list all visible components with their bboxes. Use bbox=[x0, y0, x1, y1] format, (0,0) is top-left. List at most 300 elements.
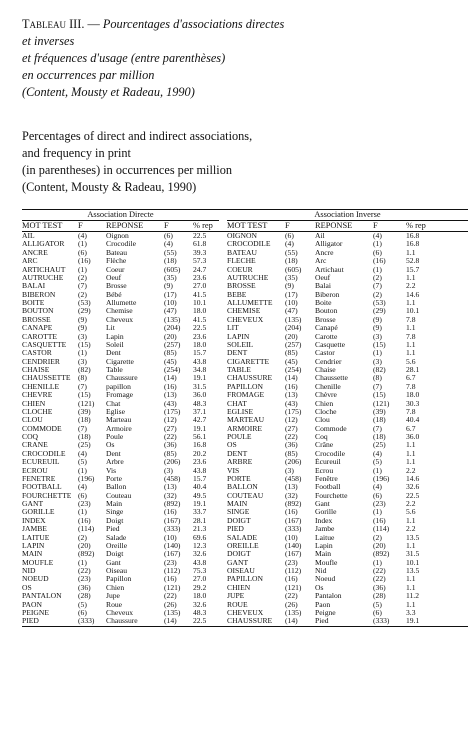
table-cell: (6) bbox=[78, 608, 87, 617]
table-cell: 1.1 bbox=[406, 516, 416, 525]
table-cell: Os bbox=[106, 441, 115, 450]
table-cell: (28) bbox=[373, 592, 386, 601]
table-cell: 33.7 bbox=[193, 508, 207, 517]
table-cell: 2.2 bbox=[406, 500, 416, 508]
table-cell: (85) bbox=[285, 349, 298, 358]
table-cell: COMMODE bbox=[22, 424, 62, 433]
table-cell: (16) bbox=[164, 508, 177, 517]
table-cell: (55) bbox=[164, 248, 177, 257]
table-cell: (27) bbox=[164, 424, 177, 433]
table-cell: Doigt bbox=[106, 516, 124, 525]
table-cell: (3) bbox=[373, 332, 382, 341]
table-cell: (27) bbox=[285, 424, 298, 433]
table-row bbox=[22, 266, 468, 274]
table-row bbox=[22, 400, 468, 408]
table-cell: Ecrou bbox=[315, 466, 334, 475]
table-cell: Roue bbox=[106, 600, 123, 609]
table-row bbox=[22, 517, 468, 525]
table-cell: POULE bbox=[227, 433, 252, 441]
table-cell: Singe bbox=[106, 508, 124, 517]
table-cell: (4) bbox=[373, 483, 382, 492]
table-cell: BROSSE bbox=[227, 282, 256, 291]
table-cell: Alligator bbox=[315, 240, 343, 249]
table-cell: LIT bbox=[227, 324, 239, 333]
table-cell: (16) bbox=[373, 516, 386, 525]
table-cell: Dent bbox=[106, 349, 121, 358]
table-cell: 1.1 bbox=[406, 458, 416, 467]
table-cell: (1) bbox=[373, 349, 382, 358]
table-cell: Poule bbox=[106, 433, 124, 441]
table-cell: CLOU bbox=[22, 416, 43, 425]
table-cell: Index bbox=[315, 516, 333, 525]
table-cell: (82) bbox=[78, 366, 91, 374]
table-cell: (25) bbox=[373, 441, 386, 450]
table-cell: Casquette bbox=[315, 340, 345, 349]
table-cell: 2.2 bbox=[406, 466, 416, 475]
table-cell: Chien bbox=[315, 399, 334, 408]
table-cell: (114) bbox=[78, 525, 95, 534]
table-cell: (47) bbox=[285, 307, 298, 316]
table-row bbox=[22, 617, 468, 626]
table-cell: Bateau bbox=[106, 248, 128, 257]
table-cell: Coq bbox=[315, 433, 328, 441]
table-cell: FOOTBALL bbox=[22, 483, 62, 492]
table-cell: 18.0 bbox=[193, 592, 207, 601]
table-cell: CHENILLE bbox=[22, 382, 60, 391]
table-cell: 40.4 bbox=[406, 416, 420, 425]
table-cell: 37.1 bbox=[193, 407, 207, 416]
table-cell: (6) bbox=[78, 248, 87, 257]
table-cell: (29) bbox=[78, 307, 91, 316]
table-cell: (2) bbox=[78, 273, 87, 282]
table-row bbox=[22, 492, 468, 500]
table-cell: Paon bbox=[315, 600, 331, 609]
table-cell: (121) bbox=[285, 583, 302, 592]
table-cell: (85) bbox=[285, 449, 298, 458]
table-cell: Couteau bbox=[106, 491, 132, 500]
table-cell: (9) bbox=[373, 315, 382, 324]
table-cell: 13.5 bbox=[406, 533, 420, 542]
table-cell: Vis bbox=[106, 466, 117, 475]
table-cell: (16) bbox=[78, 516, 91, 525]
table-row bbox=[22, 291, 468, 299]
table-row bbox=[22, 316, 468, 324]
table-cell: (22) bbox=[285, 433, 298, 441]
table-cell: 43.8 bbox=[193, 558, 207, 567]
table-cell: (26) bbox=[285, 600, 298, 609]
table-cell: 1.1 bbox=[406, 600, 416, 609]
table-cell: Moufle bbox=[315, 558, 338, 567]
table-cell: (333) bbox=[373, 617, 406, 626]
table-cell: 7.8 bbox=[406, 382, 416, 391]
table-cell: Main bbox=[106, 500, 123, 508]
table-cell: 40.4 bbox=[193, 483, 207, 492]
table-row bbox=[22, 550, 468, 558]
table-cell: CENDRIER bbox=[22, 357, 60, 366]
column-header: % rep bbox=[193, 221, 219, 232]
table-cell: (10) bbox=[285, 533, 298, 542]
table-cell: (4) bbox=[78, 449, 87, 458]
table-cell: (7) bbox=[373, 282, 382, 291]
table-cell: (1) bbox=[78, 265, 87, 274]
table-cell: 36.0 bbox=[193, 391, 207, 400]
table-cell: (26) bbox=[164, 600, 177, 609]
table-cell: (135) bbox=[164, 315, 181, 324]
table-cell: CANAPE bbox=[22, 324, 53, 333]
table-cell: (22) bbox=[285, 592, 298, 601]
column-header: MOT TEST bbox=[22, 221, 78, 232]
table-cell: (5) bbox=[373, 458, 382, 467]
table-cell: (892) bbox=[164, 500, 181, 508]
table-cell: (45) bbox=[164, 357, 177, 366]
table-row bbox=[22, 475, 468, 483]
table-cell: COUTEAU bbox=[227, 491, 264, 500]
table-cell: (167) bbox=[285, 550, 302, 559]
table-cell: 11.2 bbox=[406, 592, 420, 601]
caption-french-line-3: et fréquences d'usage (entre parenthèses) bbox=[22, 51, 226, 65]
table-cell: (175) bbox=[164, 407, 181, 416]
table-cell: (1) bbox=[373, 240, 382, 249]
table-cell: Oiseau bbox=[106, 567, 128, 575]
table-cell: OIGNON bbox=[227, 231, 257, 240]
table-row bbox=[22, 257, 468, 265]
table-cell: (6) bbox=[373, 491, 382, 500]
table-cell: 6.7 bbox=[406, 424, 416, 433]
table-cell: Cheveux bbox=[106, 608, 133, 617]
column-header: MOT TEST bbox=[227, 221, 285, 232]
table-row bbox=[22, 525, 468, 533]
table-cell: Lit bbox=[106, 324, 115, 333]
table-cell: (20) bbox=[285, 332, 298, 341]
table-cell: 31.5 bbox=[406, 550, 420, 559]
table-cell: (7) bbox=[78, 282, 87, 291]
table-cell: 36.0 bbox=[406, 433, 420, 441]
table-cell: Oeuf bbox=[106, 273, 122, 282]
table-cell: (25) bbox=[78, 441, 91, 450]
table-row bbox=[22, 324, 468, 332]
caption-french-line-2: et inverses bbox=[22, 34, 75, 48]
table-cell: NID bbox=[22, 567, 36, 575]
table-cell: (8) bbox=[78, 374, 87, 383]
table-cell: Lapin bbox=[106, 332, 124, 341]
table-cell: Pied bbox=[106, 525, 120, 534]
table-cell: (32) bbox=[285, 491, 298, 500]
table-cell: (333) bbox=[164, 525, 181, 534]
table-cell: 31.5 bbox=[193, 382, 207, 391]
table-cell: (892) bbox=[373, 550, 390, 559]
table-row bbox=[22, 433, 468, 441]
table-row bbox=[22, 450, 468, 458]
table-cell: Boite bbox=[315, 299, 332, 307]
table-cell: 48.3 bbox=[193, 608, 207, 617]
table-cell: 7.8 bbox=[406, 315, 416, 324]
table-cell: (121) bbox=[78, 399, 95, 408]
table-cell: GORILLE bbox=[22, 508, 55, 517]
table-cell: 1.1 bbox=[406, 340, 416, 349]
table-row bbox=[22, 249, 468, 257]
table-cell: PEIGNE bbox=[22, 608, 49, 617]
table-cell: Balai bbox=[315, 282, 332, 291]
table-cell: (6) bbox=[373, 248, 382, 257]
table-cell: 16.8 bbox=[193, 441, 207, 450]
caption-french bbox=[22, 16, 462, 101]
table-cell: (43) bbox=[164, 399, 177, 408]
table-cell: CHAUSSURE bbox=[227, 617, 285, 626]
table-cell: (23) bbox=[78, 575, 91, 584]
table-row bbox=[22, 307, 468, 315]
table-cell: (140) bbox=[164, 541, 181, 550]
table-cell: (3) bbox=[285, 466, 294, 475]
table-cell: (206) bbox=[164, 458, 181, 467]
table-cell: (605) bbox=[285, 265, 302, 274]
table-cell: 52.8 bbox=[406, 257, 420, 266]
table-cell: (22) bbox=[78, 567, 91, 575]
table-cell: Cheveux bbox=[106, 315, 133, 324]
table-cell: 7.8 bbox=[406, 407, 416, 416]
table-cell: BROSSE bbox=[22, 315, 51, 324]
table-cell: 69.6 bbox=[193, 533, 207, 542]
table-cell: ARBRE bbox=[227, 458, 253, 467]
table-cell: (39) bbox=[78, 407, 91, 416]
table-cell: (9) bbox=[78, 315, 87, 324]
table-cell: 43.8 bbox=[193, 466, 207, 475]
table-row bbox=[22, 341, 468, 349]
table-cell: CIGARETTE bbox=[227, 357, 270, 366]
table-cell: (15) bbox=[373, 340, 386, 349]
table-cell: (9) bbox=[78, 324, 87, 333]
table-cell: (23) bbox=[164, 558, 177, 567]
table-cell: (43) bbox=[285, 399, 298, 408]
table-row bbox=[22, 500, 468, 508]
table-cell: (10) bbox=[164, 533, 177, 542]
table-cell: (9) bbox=[373, 324, 382, 333]
table-cell: ECUREUIL bbox=[22, 458, 60, 467]
table-cell: (257) bbox=[164, 340, 181, 349]
table-cell: (175) bbox=[285, 407, 302, 416]
group-header-direct: Association Directe bbox=[22, 210, 219, 221]
table-cell: 32.6 bbox=[406, 483, 420, 492]
table-cell: (29) bbox=[373, 307, 386, 316]
table-cell: EGLISE bbox=[227, 407, 254, 416]
table-cell: (14) bbox=[285, 617, 315, 626]
table-cell: Gant bbox=[315, 500, 330, 508]
column-header: REPONSE bbox=[315, 221, 373, 232]
table-cell: 1.1 bbox=[406, 541, 416, 550]
table-cell: 19.1 bbox=[193, 374, 207, 383]
table-cell: Clou bbox=[315, 416, 330, 425]
table-cell: AUTRUCHE bbox=[22, 273, 64, 282]
table-cell: (36) bbox=[78, 583, 91, 592]
table-row bbox=[22, 240, 468, 248]
table-cell: (22) bbox=[164, 433, 177, 441]
table-cell: 19.1 bbox=[193, 500, 207, 508]
table-cell: Papillon bbox=[106, 575, 132, 584]
table-cell: (32) bbox=[164, 491, 177, 500]
table-row bbox=[22, 416, 468, 424]
table-cell: (13) bbox=[285, 483, 298, 492]
table-row bbox=[22, 274, 468, 282]
table-cell: 16.8 bbox=[406, 231, 420, 240]
table-cell: Bébé bbox=[106, 290, 122, 299]
table-cell: (16) bbox=[78, 257, 91, 266]
table-cell: (2) bbox=[373, 533, 382, 542]
table-cell: 1.1 bbox=[406, 349, 416, 358]
table-cell: PAPILLON bbox=[227, 382, 264, 391]
table-cell: (4) bbox=[78, 231, 87, 240]
table-cell: (8) bbox=[373, 374, 382, 383]
table-cell: 18.0 bbox=[193, 307, 207, 316]
table-cell: (204) bbox=[285, 324, 302, 333]
table-cell: GANT bbox=[22, 500, 44, 508]
table-cell: Canapé bbox=[315, 324, 338, 333]
table-row bbox=[22, 374, 468, 382]
table-cell: Laitue bbox=[315, 533, 335, 542]
table-cell: (254) bbox=[285, 366, 302, 374]
table-cell: DENT bbox=[227, 349, 248, 358]
table-cell: JUPE bbox=[227, 592, 245, 601]
table-cell: Chèvre bbox=[315, 391, 337, 400]
table-cell: (20) bbox=[164, 332, 177, 341]
table-row bbox=[22, 366, 468, 374]
table-cell: CHEMISE bbox=[227, 307, 261, 316]
table-cell: 1.1 bbox=[406, 449, 416, 458]
table-cell: (121) bbox=[164, 583, 181, 592]
table-cell: CROCODILE bbox=[227, 240, 271, 249]
table-cell: Bouton bbox=[315, 307, 338, 316]
table-cell: Fourchette bbox=[315, 491, 348, 500]
table-cell: Fenêtre bbox=[315, 474, 338, 483]
column-header: F bbox=[78, 221, 106, 232]
table-cell: (82) bbox=[373, 366, 386, 374]
table-row bbox=[22, 592, 468, 600]
caption-english-line-2: and frequency in print bbox=[22, 146, 131, 160]
table-cell: (20) bbox=[78, 541, 91, 550]
table-row bbox=[22, 542, 468, 550]
table-cell: BATEAU bbox=[227, 248, 257, 257]
table-cell: AIL bbox=[22, 231, 35, 240]
table-cell: 39.3 bbox=[193, 248, 207, 257]
table-cell: (114) bbox=[373, 525, 390, 534]
table-cell: Chaussette bbox=[315, 374, 348, 383]
table-cell: MAIN bbox=[227, 500, 248, 508]
table-cell: 16.8 bbox=[406, 240, 420, 249]
table-cell: (204) bbox=[164, 324, 181, 333]
table-cell: (13) bbox=[164, 391, 177, 400]
table-cell: Chaise bbox=[315, 366, 336, 374]
table-cell: MAIN bbox=[22, 550, 43, 559]
column-header: F bbox=[164, 221, 193, 232]
table-cell: 49.5 bbox=[193, 491, 207, 500]
table-row bbox=[22, 282, 468, 290]
table-cell: (6) bbox=[285, 231, 294, 240]
table-cell: (14) bbox=[164, 617, 193, 626]
table-cell: (458) bbox=[285, 474, 302, 483]
table-cell: (333) bbox=[285, 525, 302, 534]
table-cell: CHAT bbox=[227, 399, 247, 408]
table-cell: Cendrier bbox=[315, 357, 342, 366]
table-cell: (15) bbox=[78, 391, 91, 400]
table-cell: (15) bbox=[373, 391, 386, 400]
table-cell: 23.6 bbox=[193, 332, 207, 341]
table-row bbox=[22, 333, 468, 341]
table-cell: Ballon bbox=[106, 483, 127, 492]
table-cell: (5) bbox=[78, 458, 87, 467]
table-cell: 15.7 bbox=[406, 265, 420, 274]
table-cell: (206) bbox=[285, 458, 302, 467]
table-cell: (112) bbox=[164, 567, 181, 575]
table-cell: 15.7 bbox=[193, 474, 207, 483]
table-cell: 56.1 bbox=[193, 433, 207, 441]
table-cell: PAON bbox=[22, 600, 42, 609]
table-cell: (13) bbox=[164, 483, 177, 492]
table-cell: (47) bbox=[164, 307, 177, 316]
table-cell: (4) bbox=[164, 240, 173, 249]
table-cell: (196) bbox=[78, 474, 95, 483]
table-cell: (4) bbox=[373, 231, 382, 240]
table-cell: OISEAU bbox=[227, 567, 255, 575]
table-cell: DENT bbox=[227, 449, 248, 458]
caption-english bbox=[22, 128, 462, 196]
table-cell: SINGE bbox=[227, 508, 250, 517]
table-cell: OREILLE bbox=[227, 541, 259, 550]
table-cell: Football bbox=[315, 483, 341, 492]
table-cell: (605) bbox=[164, 265, 181, 274]
table-cell: 5.6 bbox=[406, 357, 416, 366]
table-cell: (55) bbox=[285, 248, 298, 257]
table-cell: Arbre bbox=[106, 458, 124, 467]
table-cell: 41.5 bbox=[193, 290, 207, 299]
table-cell: Noeud bbox=[315, 575, 336, 584]
table-cell: 30.3 bbox=[406, 399, 420, 408]
table-cell: FROMAGE bbox=[227, 391, 265, 400]
table-cell: 27.0 bbox=[193, 282, 207, 291]
table-cell: LAPIN bbox=[227, 332, 250, 341]
column-header-row bbox=[22, 221, 468, 232]
table-cell: 19.1 bbox=[406, 617, 468, 626]
table-cell: MOUFLE bbox=[22, 558, 54, 567]
table-row bbox=[22, 299, 468, 307]
table-cell: Crocodile bbox=[315, 449, 345, 458]
table-cell: (167) bbox=[285, 516, 302, 525]
association-table bbox=[22, 209, 468, 627]
table-cell: GANT bbox=[227, 558, 249, 567]
table-cell: (167) bbox=[164, 516, 181, 525]
table-cell: (6) bbox=[373, 608, 382, 617]
table-cell: (16) bbox=[164, 575, 177, 584]
table-cell: 61.8 bbox=[193, 240, 207, 249]
table-cell: (36) bbox=[164, 441, 177, 450]
table-cell: DOIGT bbox=[227, 550, 251, 559]
table-cell: (9) bbox=[164, 282, 173, 291]
table-cell: (10) bbox=[164, 299, 177, 307]
table-cell: COEUR bbox=[227, 265, 253, 274]
table-cell: (1) bbox=[373, 466, 382, 475]
table-row bbox=[22, 383, 468, 391]
table-cell: 1.1 bbox=[406, 583, 416, 592]
table-cell: papillon bbox=[106, 382, 131, 391]
table-cell: PIED bbox=[22, 617, 78, 626]
table-row bbox=[22, 483, 468, 491]
table-cell: BIBERON bbox=[22, 290, 56, 299]
table-cell: (135) bbox=[285, 608, 302, 617]
table-row bbox=[22, 441, 468, 449]
table-cell: 14.6 bbox=[406, 474, 420, 483]
table-cell: (23) bbox=[78, 500, 91, 508]
table-cell: 3.3 bbox=[406, 608, 416, 617]
table-cell: (23) bbox=[373, 500, 386, 508]
table-cell: 42.7 bbox=[193, 416, 207, 425]
table-cell: 1.1 bbox=[406, 324, 416, 333]
